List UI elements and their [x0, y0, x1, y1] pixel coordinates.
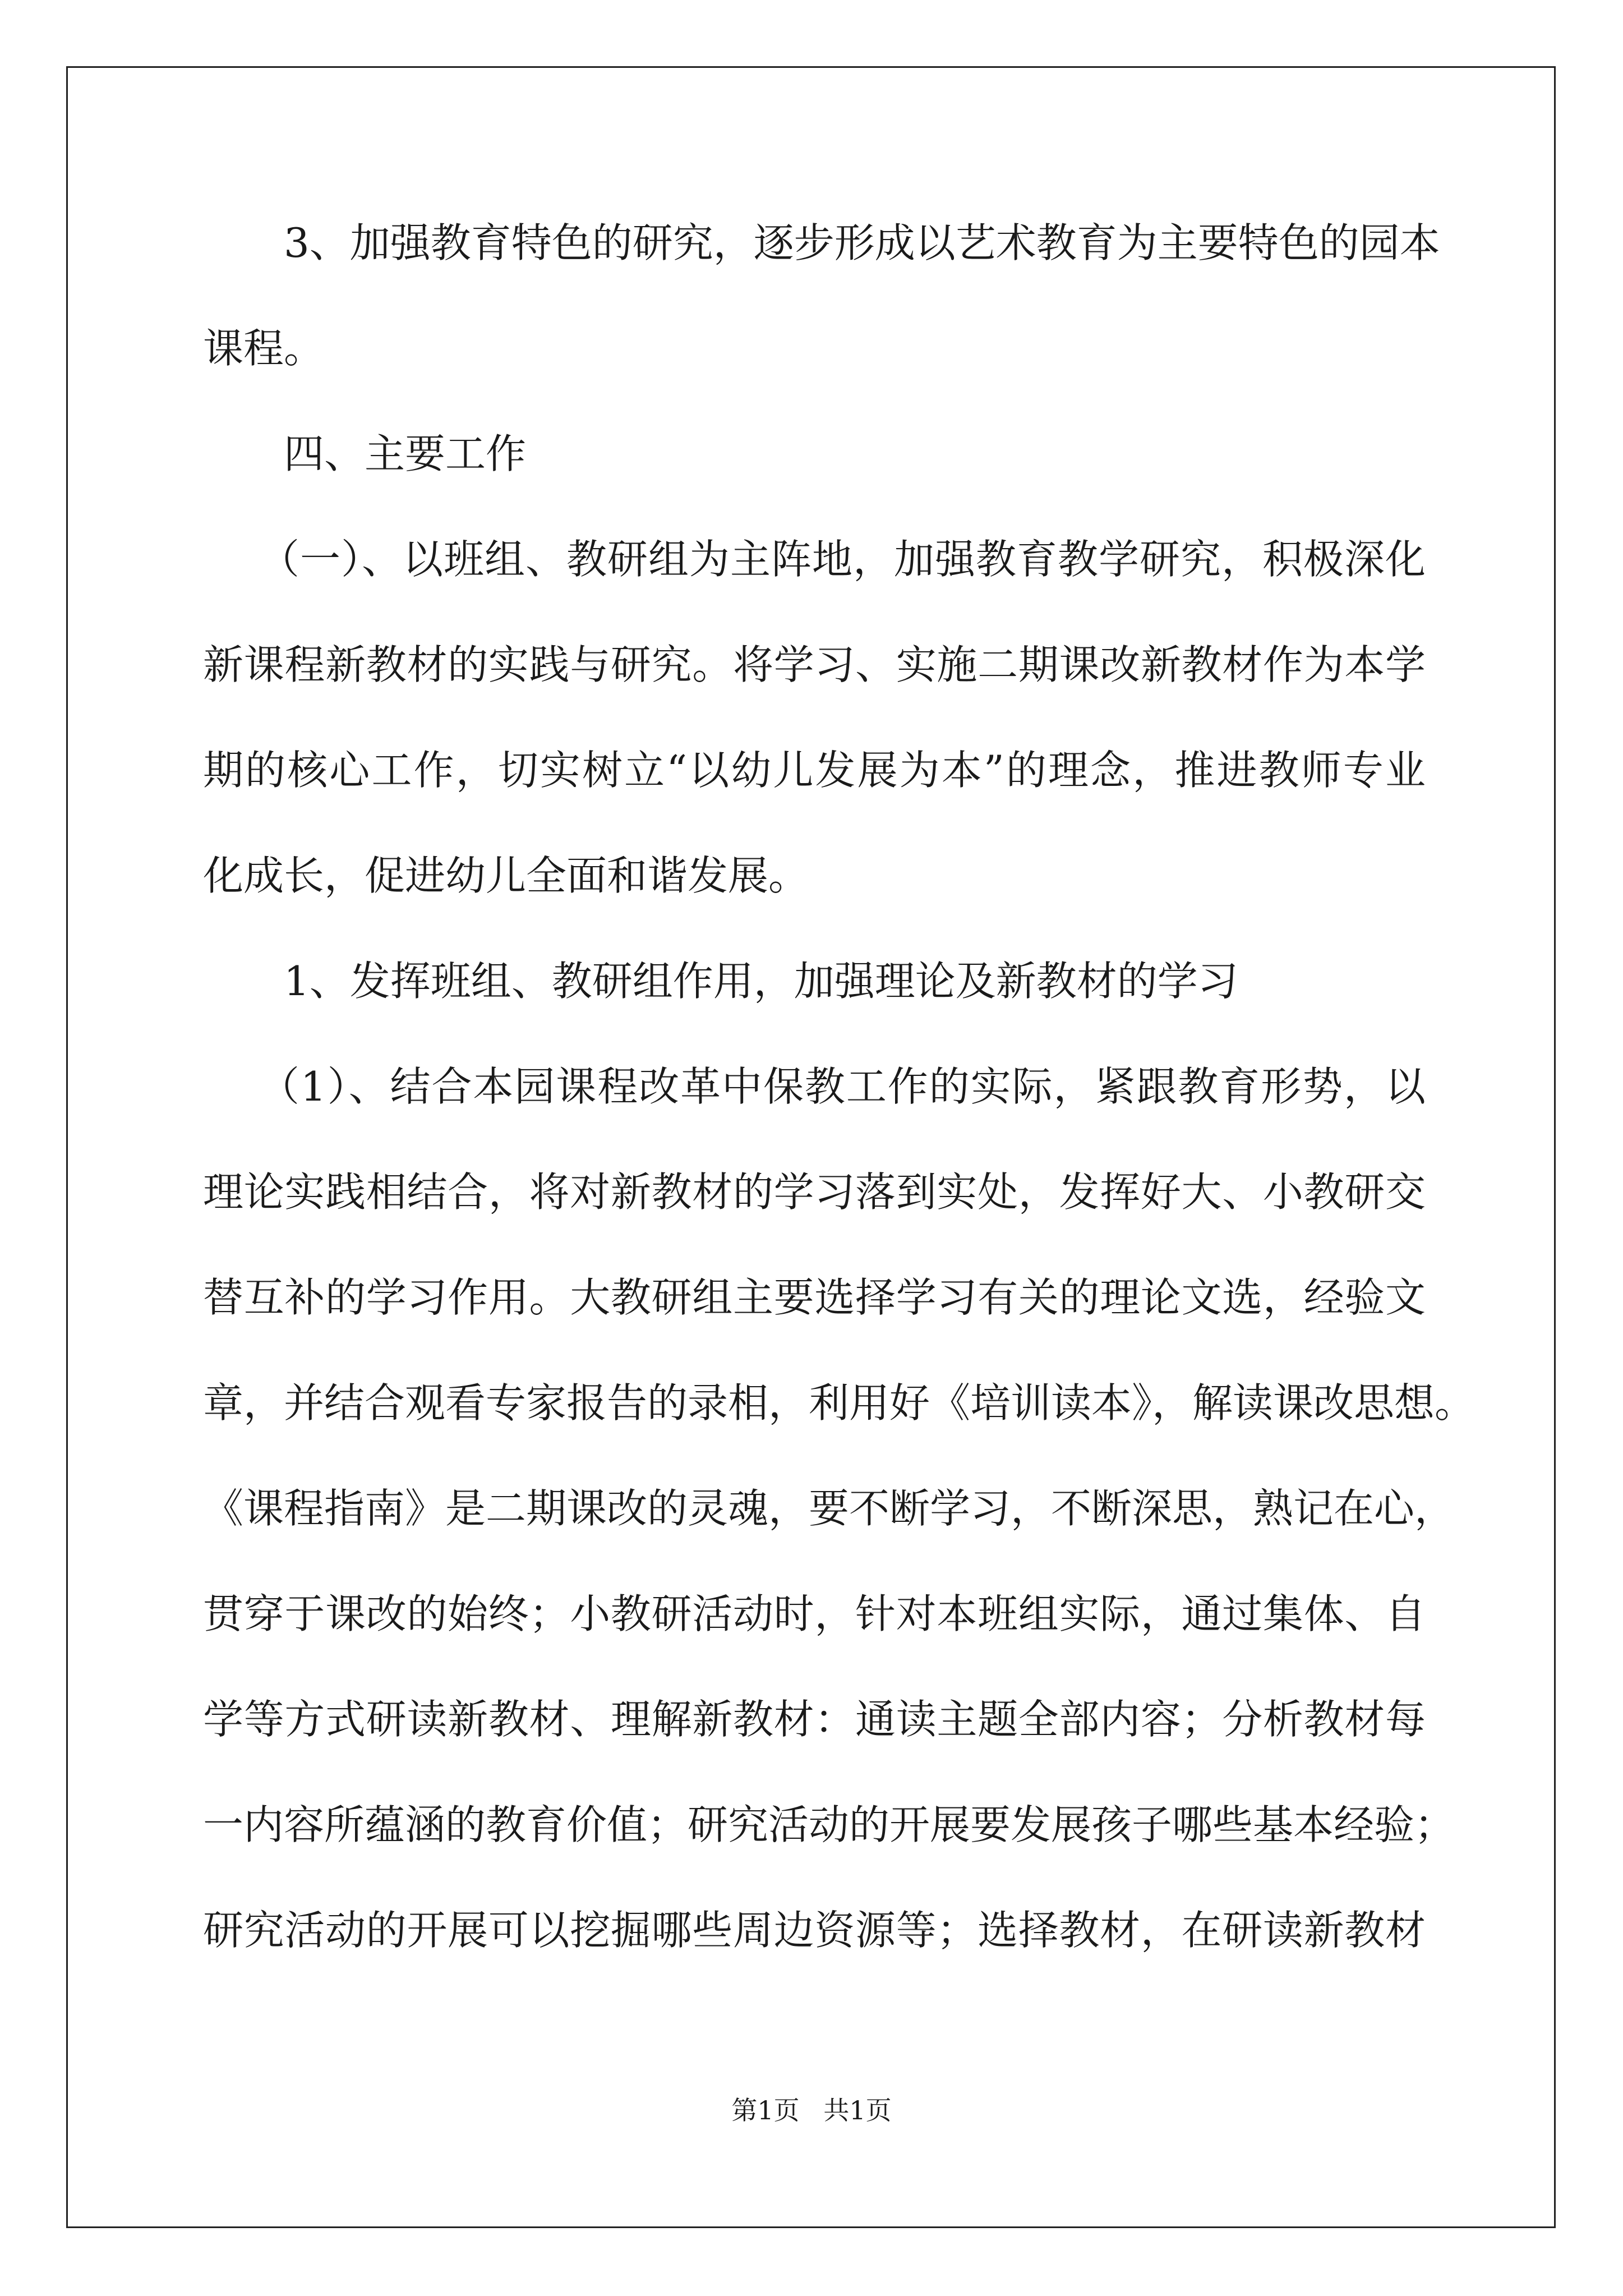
page-number: 第1页 — [731, 2095, 800, 2125]
text-line: 化成长，促进幼儿全面和谐发展。 — [203, 852, 809, 899]
text-line: 1、发挥班组、教研组作用，加强理论及新教材的学习 — [284, 958, 1238, 1005]
text-line: 3、加强教育特色的研究，逐步形成以艺术教育为主要特色的园本 — [284, 219, 1440, 266]
text-line: 期的核心工作，切实树立“以幼儿发展为本”的理念，推进教师专业 — [203, 747, 1426, 794]
text-line: 学等方式研读新教材、理解新教材：通读主题全部内容；分析教材每 — [203, 1696, 1426, 1743]
text-line: 四、主要工作 — [284, 430, 527, 477]
text-line: 贯穿于课改的始终；小教研活动时，针对本班组实际，通过集体、自 — [203, 1590, 1426, 1637]
text-line: 课程。 — [203, 325, 325, 372]
page-total: 共1页 — [823, 2095, 892, 2125]
text-line: 一内容所蕴涵的教育价值；研究活动的开展要发展孩子哪些基本经验； — [203, 1801, 1455, 1848]
text-line: （一）、以班组、教研组为主阵地，加强教育教学研究，积极深化 — [259, 536, 1426, 583]
document-body — [203, 211, 1476, 2004]
text-line: 新课程新教材的实践与研究。将学习、实施二期课改新教材作为本学 — [203, 641, 1426, 688]
text-line: 《课程指南》是二期课改的灵魂，要不断学习，不断深思，熟记在心， — [203, 1485, 1455, 1532]
text-line: 替互补的学习作用。大教研组主要选择学习有关的理论文选，经验文 — [203, 1274, 1426, 1321]
text-line: （1）、结合本园课程改革中保教工作的实际，紧跟教育形势，以 — [259, 1063, 1426, 1110]
text-line: 研究活动的开展可以挖掘哪些周边资源等；选择教材，在研读新教材 — [203, 1907, 1426, 1954]
page-footer — [0, 2093, 1623, 2127]
text-line: 章，并结合观看专家报告的录相，利用好《培训读本》，解读课改思想。 — [203, 1379, 1476, 1427]
text-line: 理论实践相结合，将对新教材的学习落到实处，发挥好大、小教研交 — [203, 1168, 1426, 1216]
